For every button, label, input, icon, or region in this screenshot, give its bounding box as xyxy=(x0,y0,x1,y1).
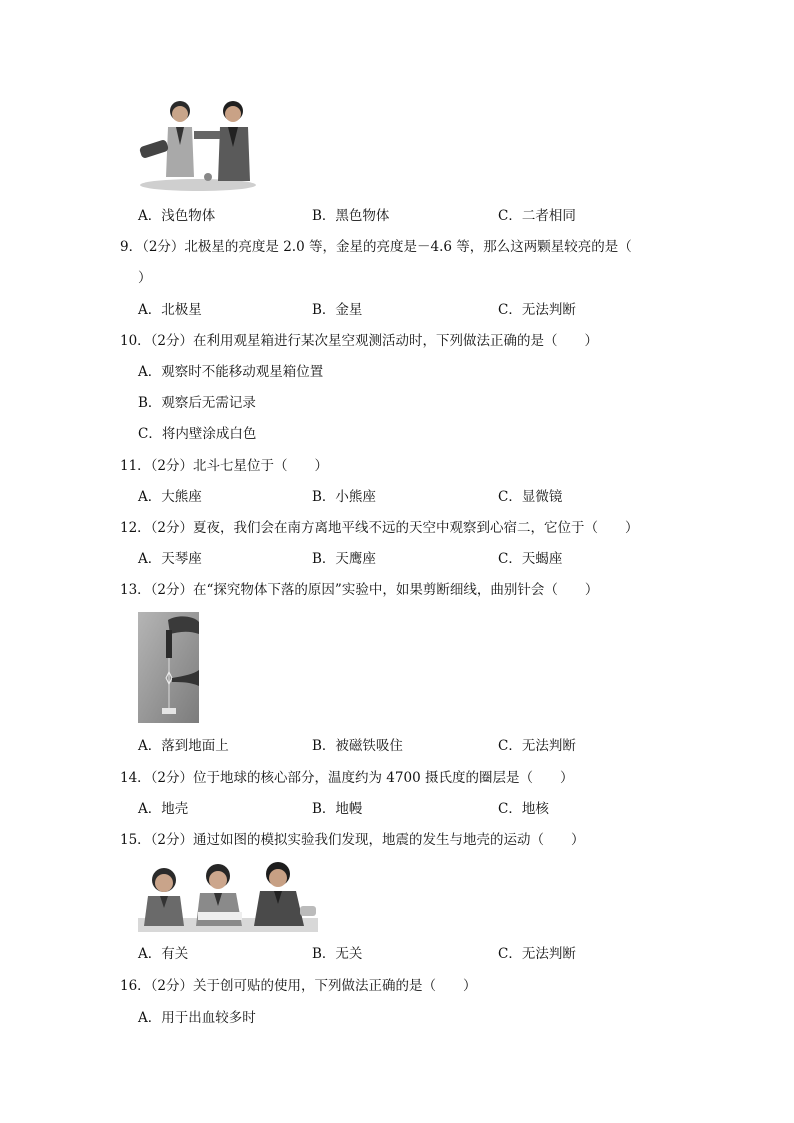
q14-option-c[interactable]: C．地核 xyxy=(498,801,549,817)
q12-option-a[interactable]: A．天琴座 xyxy=(138,551,202,567)
q15-option-c[interactable]: C．无法判断 xyxy=(498,946,576,962)
q13-option-c[interactable]: C．无法判断 xyxy=(498,738,576,754)
q14-option-a[interactable]: A．地壳 xyxy=(138,801,189,817)
magnet-paperclip-photo xyxy=(138,612,199,723)
q8-option-b[interactable]: B．黑色物体 xyxy=(312,208,390,224)
q9-stem: 9．（2分）北极星的亮度是 2.0 等，金星的亮度是－4.6 等，那么这两颗星较亮的是（ xyxy=(120,239,632,255)
q13-stem: 13．（2分）在“探究物体下落的原因”实验中，如果剪断细线，曲别针会（ ） xyxy=(120,582,599,598)
q15-option-b[interactable]: B．无关 xyxy=(312,946,363,962)
q10-stem: 10．（2分）在利用观星箱进行某次星空观测活动时，下列做法正确的是（ ） xyxy=(120,333,599,349)
q15-option-a[interactable]: A．有关 xyxy=(138,946,189,962)
q13-option-b[interactable]: B．被磁铁吸住 xyxy=(312,738,403,754)
q8-option-c[interactable]: C．二者相同 xyxy=(498,208,576,224)
q10-option-c[interactable]: C．将内壁涂成白色 xyxy=(138,426,257,442)
q12-option-b[interactable]: B．天鹰座 xyxy=(312,551,376,567)
q11-option-b[interactable]: B．小熊座 xyxy=(312,489,376,505)
q9-option-a[interactable]: A．北极星 xyxy=(138,302,202,318)
q9-stem-continued: ） xyxy=(138,270,152,286)
q13-option-a[interactable]: A．落到地面上 xyxy=(138,738,229,754)
q9-option-b[interactable]: B．金星 xyxy=(312,302,363,318)
q11-stem: 11．（2分）北斗七星位于（ ） xyxy=(120,458,329,474)
q12-option-c[interactable]: C．天蝎座 xyxy=(498,551,563,567)
q14-stem: 14．（2分）位于地球的核心部分，温度约为 4700 摄氏度的圈层是（ ） xyxy=(120,770,574,786)
q10-option-a[interactable]: A．观察时不能移动观星箱位置 xyxy=(138,364,324,380)
q15-stem: 15．（2分）通过如图的模拟实验我们发现，地震的发生与地壳的运动（ ） xyxy=(120,832,585,848)
q11-option-c[interactable]: C．显微镜 xyxy=(498,489,563,505)
q11-option-a[interactable]: A．大熊座 xyxy=(138,489,202,505)
two-students-photo xyxy=(138,97,258,192)
three-students-experiment-photo xyxy=(138,860,318,935)
q12-stem: 12．（2分）夏夜，我们会在南方离地平线不远的天空中观察到心宿二，它位于（ ） xyxy=(120,520,639,536)
q10-option-b[interactable]: B．观察后无需记录 xyxy=(138,395,256,411)
q16-stem: 16．（2分）关于创可贴的使用，下列做法正确的是（ ） xyxy=(120,978,477,994)
q8-option-a[interactable]: A．浅色物体 xyxy=(138,208,216,224)
q9-option-c[interactable]: C．无法判断 xyxy=(498,302,576,318)
q14-option-b[interactable]: B．地幔 xyxy=(312,801,363,817)
q16-option-a[interactable]: A．用于出血较多时 xyxy=(138,1010,256,1026)
